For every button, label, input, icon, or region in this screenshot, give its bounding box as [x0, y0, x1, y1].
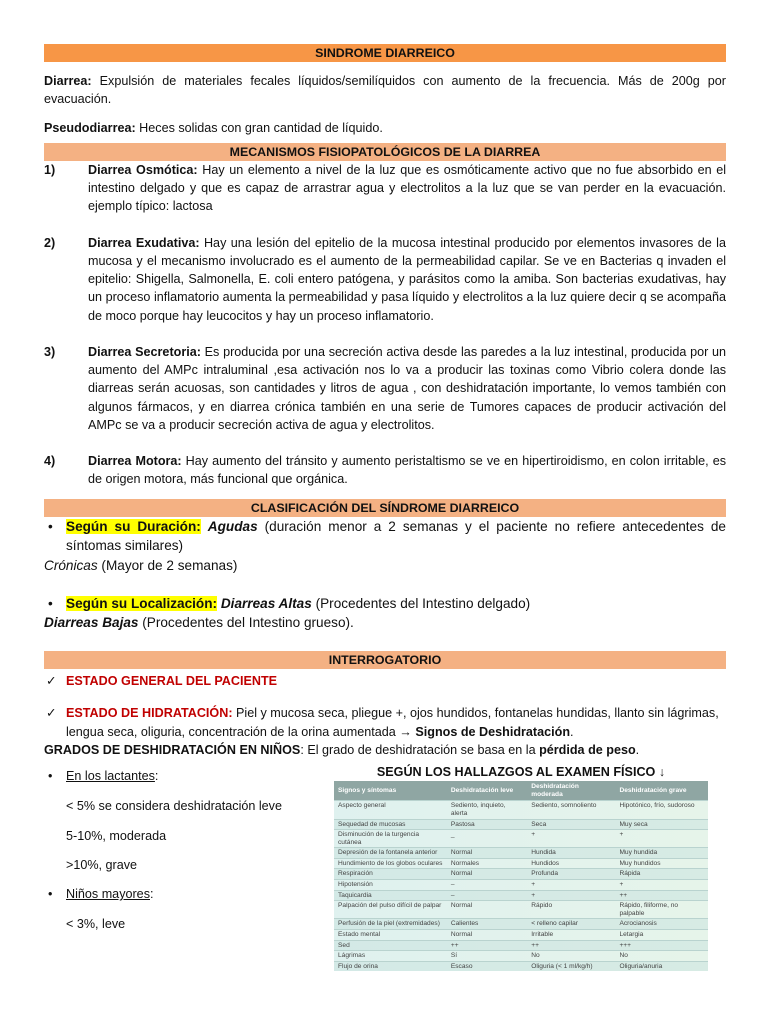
term: Diarrea Secretoria:	[88, 344, 201, 359]
item-text	[88, 161, 726, 216]
check-item	[44, 672, 726, 690]
table-row	[334, 858, 708, 869]
table-cell: _	[447, 830, 527, 848]
exam-title: SEGÚN LOS HALLAZGOS AL EXAMEN FÍSICO ↓	[376, 765, 666, 780]
definition-text: Heces solidas con gran cantidad de líquido.	[135, 120, 383, 135]
check-item	[44, 704, 726, 741]
definition-text: Expulsión de materiales fecales líquidos/semilíquidos con aumento de la frecuencia. Más de 200g por evacuación.	[44, 74, 726, 107]
table-row	[334, 801, 708, 819]
table-cell: Muy seca	[615, 819, 708, 830]
table-cell: Normal	[447, 901, 527, 919]
hydration-text	[66, 704, 726, 741]
highlight-label: Según su Duración:	[66, 518, 201, 534]
punct: :	[150, 887, 154, 902]
table-cell: Hipotónico, frío, sudoroso	[615, 801, 708, 819]
table-cell: Disminución de la turgencia cutánea	[334, 830, 447, 848]
column-header: Deshidratación grave	[615, 781, 708, 801]
definition-diarrea	[44, 72, 726, 109]
underlined-label: En los lactantes	[66, 769, 155, 784]
definition-pseudodiarrea	[44, 119, 726, 137]
location-low	[44, 613, 726, 633]
dehydration-section	[44, 767, 726, 1007]
table-row	[334, 819, 708, 830]
desc: (Mayor de 2 semanas)	[97, 557, 238, 573]
term: Diarrea Exudativa:	[88, 235, 200, 250]
location-text	[66, 594, 726, 614]
level-line: >10%, grave	[66, 857, 138, 872]
table-cell: Oliguria (< 1 ml/kg/h)	[527, 961, 615, 971]
classification-section	[44, 517, 726, 634]
table-cell: Seca	[527, 819, 615, 830]
item-text	[88, 234, 726, 325]
exam-findings	[334, 767, 726, 971]
punct: .	[635, 742, 640, 757]
table-cell: ++	[527, 940, 615, 951]
column-header: Signos y síntomas	[334, 781, 447, 801]
lactantes-bullet	[44, 767, 334, 785]
duration-text	[66, 517, 726, 556]
item-number: 2)	[44, 235, 56, 250]
highlight-label: Según su Localización:	[66, 595, 218, 611]
table-cell: Hipotensión	[334, 880, 447, 891]
bullet-dot-icon: •	[48, 595, 53, 611]
desc: Piel y mucosa seca, pliegue +, ojos hundidos, fontanelas hundidas, llanto sin lágrimas, lengua seca, oliguria, concentración de la orina aumentada →	[66, 706, 719, 739]
table-cell: –	[447, 880, 527, 891]
punct: .	[570, 724, 574, 739]
table-cell: Muy hundidos	[615, 858, 708, 869]
table-cell: < relleno capilar	[527, 919, 615, 930]
table-cell: Normal	[447, 869, 527, 880]
desc: Hay un elemento a nivel de la luz que es osmóticamente activo que no fue absorbido en el intestino delgado y que es capaz de arrastrar agua y electrolitos a la luz que se van perder en la evacuación. ejemplo típico: lactosa	[88, 162, 727, 214]
table-row	[334, 848, 708, 859]
table-cell: –	[447, 890, 527, 901]
table-cell: ++	[615, 890, 708, 901]
column-header: Deshidratación leve	[447, 781, 527, 801]
table-cell: Aspecto general	[334, 801, 447, 819]
term: Agudas	[207, 518, 258, 534]
column-header: Deshidratación moderada	[527, 781, 615, 801]
table-cell: Taquicardia	[334, 890, 447, 901]
table-row	[334, 830, 708, 848]
table-row	[334, 919, 708, 930]
table-cell: ++	[447, 940, 527, 951]
table-cell: Pastosa	[447, 819, 527, 830]
table-row	[334, 929, 708, 940]
table-cell: Palpación del pulso difícil de palpar	[334, 901, 447, 919]
check-label: ESTADO GENERAL DEL PACIENTE	[66, 674, 278, 689]
term: Diarrea Osmótica:	[88, 162, 198, 177]
table-cell: Flujo de orina	[334, 961, 447, 971]
term: Pseudodiarrea:	[44, 120, 136, 135]
exam-table-body	[334, 801, 708, 971]
table-cell: Hundidos	[527, 858, 615, 869]
emphasis: Signos de Deshidratación	[415, 724, 571, 739]
title-header: SINDROME DIARREICO	[44, 44, 726, 62]
term: Diarreas Altas	[220, 595, 312, 611]
table-header-row	[334, 781, 708, 801]
table-cell: +	[527, 830, 615, 848]
mayores-label	[66, 885, 154, 903]
mechanisms-header: MECANISMOS FISIOPATOLÓGICOS DE LA DIARREA	[44, 143, 726, 161]
table-row	[334, 869, 708, 880]
table-cell: Rápida	[615, 869, 708, 880]
table-cell: Normal	[447, 848, 527, 859]
table-cell: No	[615, 951, 708, 962]
desc: Hay una lesión del epitelio de la mucosa intestinal producido por elementos invasores de la mucosa y el mecanismo involucrado es el aumento de la permeabilidad capilar. Se ve en Bacterias q invaden el epitelio: Shigella, Salmonella, E. coli entero patógena, y parásitos como la amiba. Son bacterias exudativas, hay un proceso inflamatorio aumenta la permeabilidad y pasa líquido y electrolitos a la luz quiere decir q se acompaña de moco porque hay leucocitos y hay un proceso inflamatorio.	[88, 235, 726, 323]
table-cell: +	[615, 880, 708, 891]
check-mark-icon: ✓	[46, 706, 57, 721]
table-cell: Oliguria/anuria	[615, 961, 708, 971]
mayores-bullet	[44, 885, 334, 903]
item-text	[88, 452, 726, 489]
table-cell: Acrocianosis	[615, 919, 708, 930]
table-row	[334, 940, 708, 951]
table-cell: Depresión de la fontanela anterior	[334, 848, 447, 859]
table-cell: Letargia	[615, 929, 708, 940]
term: Diarrea Motora:	[88, 454, 182, 468]
level-line: 5-10%, moderada	[66, 828, 167, 843]
item-number: 4)	[44, 454, 56, 468]
table-cell: Sediento, somnoliento	[527, 801, 615, 819]
emphasis: pérdida de peso	[539, 742, 636, 757]
table-cell: Muy hundida	[615, 848, 708, 859]
desc: Es producida por una secreción activa desde las paredes a la luz intestinal, producida por un aumento del AMPc intraluminal ,esa activación nos lo va a producir las toxinas como Vibrio colera donde las diarreas serán acuosas, son cantidades y litros de agua , con deshidratación importante, lo vemos también con algunos fármacos, y en diarrea crónica también en una serie de Tumores capaces de producir activación del AMPc se va a producir secreción activa de agua y electrolitos.	[88, 344, 726, 432]
table-cell: Hundimiento de los globos oculares	[334, 858, 447, 869]
term: Crónicas	[44, 557, 98, 573]
table-cell: Profunda	[527, 869, 615, 880]
table-cell: Respiración	[334, 869, 447, 880]
table-cell: Sed	[334, 940, 447, 951]
mechanism-item	[44, 452, 726, 489]
table-row	[334, 961, 708, 971]
table-row	[334, 951, 708, 962]
bullet-dot-icon: •	[48, 769, 53, 784]
desc: (duración menor a 2 semanas y el paciente no refiere antecedentes de síntomas similares)	[66, 518, 726, 554]
exam-table	[334, 781, 708, 971]
table-cell: Rápido, filiforme, no palpable	[615, 901, 708, 919]
table-cell: +	[615, 830, 708, 848]
table-cell: Hundida	[527, 848, 615, 859]
document-page	[44, 44, 726, 1007]
table-cell: Lágrimas	[334, 951, 447, 962]
level-line: < 3%, leve	[66, 917, 126, 932]
mechanism-item	[44, 161, 726, 216]
table-cell: +	[527, 880, 615, 891]
desc: (Procedentes del Intestino grueso).	[138, 615, 354, 631]
table-cell: Sí	[447, 951, 527, 962]
table-cell: Normal	[447, 929, 527, 940]
table-cell: No	[527, 951, 615, 962]
classification-header: CLASIFICACIÓN DEL SÍNDROME DIARREICO	[44, 499, 726, 517]
desc: Hay aumento del tránsito y aumento peristaltismo se ve en hipertiroidismo, en colon irritable, es de origen motora, más funcional que orgánica.	[88, 454, 726, 487]
desc: : El grado de deshidratación se basa en la	[300, 742, 540, 757]
punct: :	[154, 769, 159, 784]
term: Diarreas Bajas	[44, 615, 139, 631]
duration-bullet	[44, 517, 726, 556]
lactantes-label	[66, 767, 158, 785]
grados-line	[44, 741, 726, 759]
bullet-dot-icon: •	[48, 887, 53, 902]
grados-label: GRADOS DE DESHIDRATACIÓN EN NIÑOS	[44, 742, 301, 757]
table-cell: +++	[615, 940, 708, 951]
table-cell: Rápido	[527, 901, 615, 919]
item-text	[88, 343, 726, 434]
table-row	[334, 901, 708, 919]
check-label: ESTADO DE HIDRATACIÓN:	[66, 706, 233, 721]
duration-chronic	[44, 556, 726, 576]
table-cell: Sequedad de mucosas	[334, 819, 447, 830]
desc: (Procedentes del Intestino delgado)	[311, 595, 531, 611]
table-cell: +	[527, 890, 615, 901]
table-cell: Irritable	[527, 929, 615, 940]
underlined-label: Niños mayores	[66, 887, 150, 902]
table-cell: Normales	[447, 858, 527, 869]
table-cell: Perfusión de la piel (extremidades)	[334, 919, 447, 930]
bullet-dot-icon: •	[48, 518, 53, 534]
mechanism-item	[44, 234, 726, 325]
level-line: < 5% se considera deshidratación leve	[66, 799, 282, 814]
dehydration-levels	[44, 767, 334, 934]
mechanism-item	[44, 343, 726, 434]
table-cell: Sediento, inquieto, alerta	[447, 801, 527, 819]
term: Diarrea:	[44, 74, 92, 88]
table-cell: Estado mental	[334, 929, 447, 940]
interrogatorio-header: INTERROGATORIO	[44, 651, 726, 669]
table-cell: Escaso	[447, 961, 527, 971]
item-number: 1)	[44, 162, 56, 177]
item-number: 3)	[44, 344, 56, 359]
location-bullet	[44, 594, 726, 614]
table-cell: Calientes	[447, 919, 527, 930]
table-row	[334, 880, 708, 891]
table-row	[334, 890, 708, 901]
check-mark-icon: ✓	[46, 674, 57, 689]
